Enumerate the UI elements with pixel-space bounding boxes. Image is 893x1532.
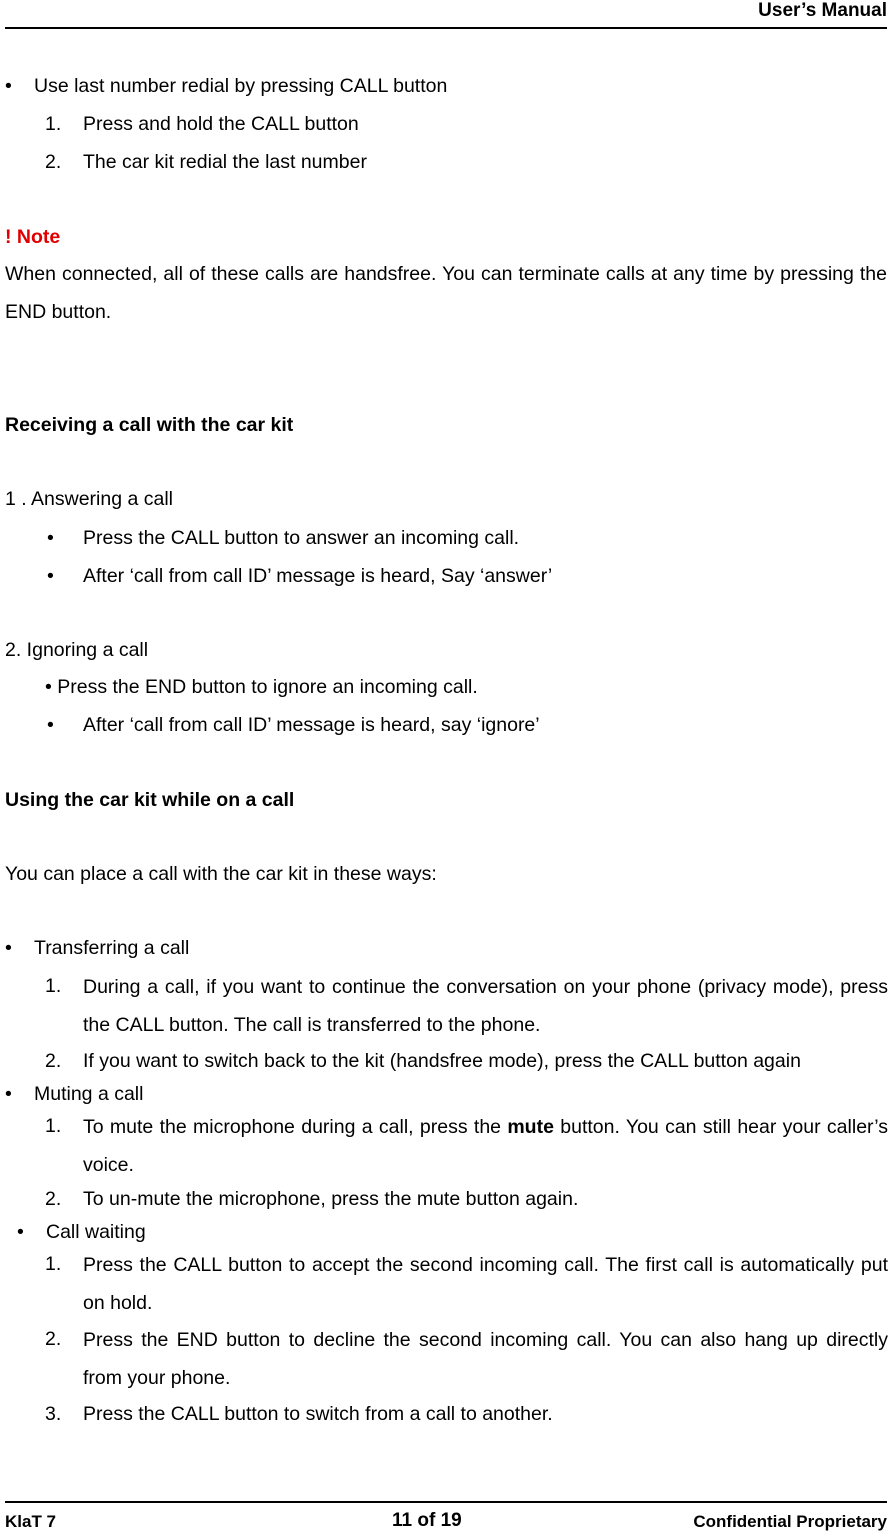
- step-number: 3.: [45, 1403, 62, 1425]
- muting-title: Muting a call: [34, 1083, 144, 1105]
- bullet: •: [47, 565, 54, 587]
- page-header-title: User’s Manual: [758, 0, 887, 21]
- step-text: During a call, if you want to continue the conversation on your phone (privacy mode), press the CALL button. The call is transferred to the phone.: [83, 976, 888, 1036]
- step-text: Press and hold the CALL button: [83, 113, 359, 135]
- ignoring-title: 2. Ignoring a call: [5, 639, 149, 661]
- step-number: 1.: [45, 975, 62, 997]
- note-text: When connected, all of these calls are handsfree. You can terminate calls at any time by pressing the END button.: [5, 263, 887, 323]
- step-number: 2.: [45, 151, 62, 173]
- header-rule: [5, 27, 887, 29]
- step-number: 1.: [45, 113, 62, 135]
- bullet: •: [47, 527, 54, 549]
- step-number: 2.: [45, 1188, 62, 1210]
- step-number: 1.: [45, 1253, 62, 1275]
- transferring-title: Transferring a call: [34, 937, 190, 959]
- step-text: Press the END button to decline the second incoming call. You can also hang up directly from your phone.: [83, 1329, 888, 1389]
- note-label: ! Note: [5, 226, 61, 248]
- page-number: 11 of 19: [392, 1510, 462, 1531]
- section-heading-using: Using the car kit while on a call: [5, 789, 295, 811]
- step-text-part: button. You can still hear your caller’s voice.: [83, 1116, 888, 1176]
- step-text: The car kit redial the last number: [83, 151, 367, 173]
- bullet: •: [5, 937, 12, 959]
- step-text: If you want to switch back to the kit (handsfree mode), press the CALL button again: [83, 1050, 801, 1072]
- bullet: •: [5, 75, 12, 97]
- step-number: 2.: [45, 1328, 62, 1350]
- step-number: 1.: [45, 1115, 62, 1137]
- list-item: After ‘call from call ID’ message is heard, say ‘ignore’: [83, 714, 540, 736]
- answering-title: 1 . Answering a call: [5, 488, 174, 510]
- waiting-title: Call waiting: [46, 1221, 146, 1243]
- step-text-part: To mute the microphone during a call, press the: [83, 1116, 508, 1138]
- list-item: • Press the END button to ignore an incoming call.: [45, 676, 478, 698]
- footer-rule: [5, 1501, 887, 1503]
- step-text: Press the CALL button to accept the second incoming call. The first call is automatically put on hold.: [83, 1254, 888, 1314]
- step-text: Press the CALL button to switch from a call to another.: [83, 1403, 553, 1425]
- bullet: •: [47, 714, 54, 736]
- section-heading-receiving: Receiving a call with the car kit: [5, 414, 294, 436]
- step-text: To un-mute the microphone, press the mute button again.: [83, 1188, 579, 1210]
- bullet: •: [17, 1221, 24, 1243]
- step-text: [83, 1108, 888, 1184]
- list-item: Press the CALL button to answer an incoming call.: [83, 527, 520, 549]
- intro-text: You can place a call with the car kit in these ways:: [5, 863, 437, 885]
- footer-left: KlaT 7: [5, 1512, 57, 1531]
- bullet: •: [5, 1083, 12, 1105]
- mute-emphasis: mute: [507, 1116, 554, 1138]
- list-item: After ‘call from call ID’ message is heard, Say ‘answer’: [83, 565, 553, 587]
- footer-right: Confidential Proprietary: [693, 1512, 887, 1531]
- redial-title: Use last number redial by pressing CALL button: [34, 75, 448, 97]
- step-number: 2.: [45, 1050, 62, 1072]
